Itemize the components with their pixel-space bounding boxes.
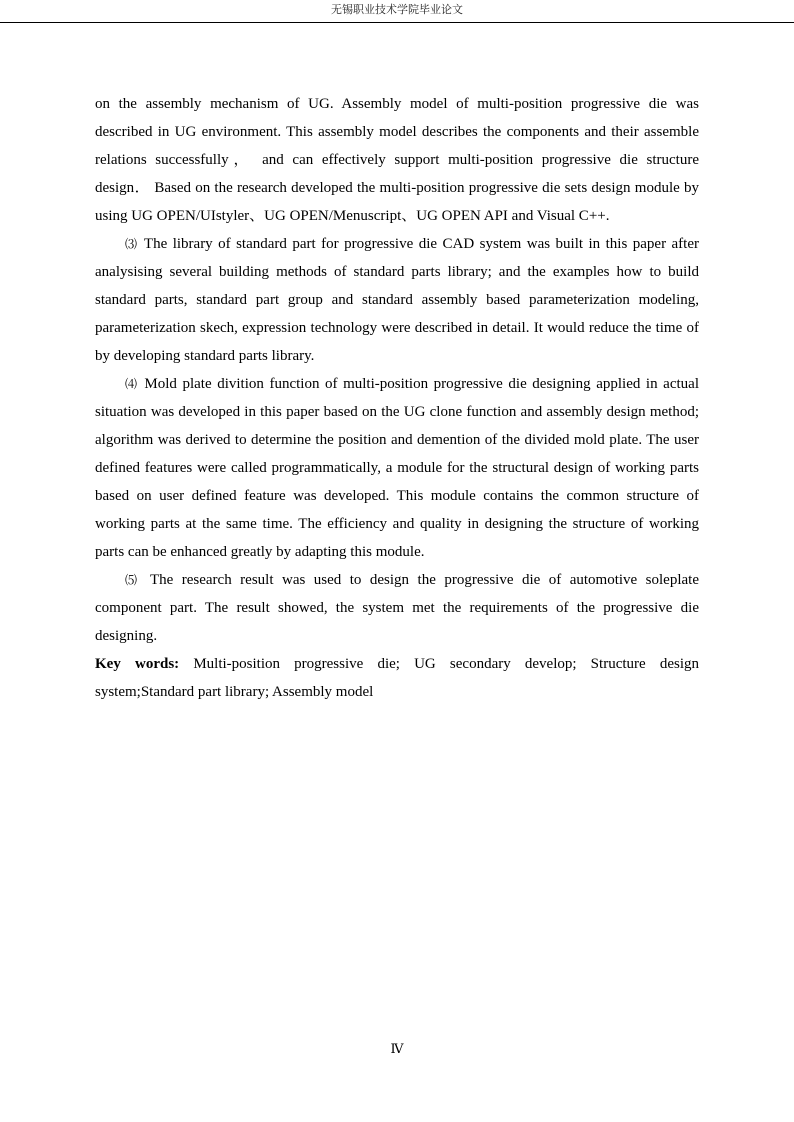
item-number: ⑶ [125, 237, 139, 251]
item-number: ⑷ [125, 377, 139, 391]
paragraph-text: on the assembly mechanism of UG. Assembly model of multi-position progressive die was described in UG environment. This assembly model describes the components and their assemble relations successfully， and can effectively support multi-position progressive die structure design． Based on the research developed the multi-position progressive die sets design module by using UG OPEN/UIstyler、UG OPEN/Menuscript、UG OPEN API and Visual C++. [95, 96, 699, 224]
page-number [0, 1042, 794, 1057]
paragraph-item-3 [95, 230, 699, 370]
keywords-label: Key words: [95, 656, 180, 672]
paragraph-item-4 [95, 370, 699, 566]
keywords-paragraph [95, 650, 699, 706]
abstract-body [95, 90, 699, 706]
paragraph-item-5 [95, 566, 699, 650]
page-header [0, 0, 794, 23]
paragraph-text: Mold plate divition function of multi-position progressive die designing applied in actual situation was developed in this paper based on the UG clone function and assembly design method; algorithm was derived to determine the position and demention of the divided mold plate. The user defined features were called programmatically, a module for the structural design of working parts based on user defined feature was developed. This module contains the common structure of working parts at the same time. The efficiency and quality in designing the structure of working parts can be enhanced greatly by adapting this module. [95, 376, 699, 560]
keywords-text: Multi-position progressive die; UG secondary develop; Structure design system;Standard part library; Assembly model [95, 656, 699, 700]
paragraph-continued [95, 90, 699, 230]
page-number-text: Ⅳ [390, 1042, 404, 1057]
paragraph-text: The library of standard part for progressive die CAD system was built in this paper after analysising several building methods of standard parts library; and the examples how to build standard parts, standard part group and standard assembly based parameterization modeling, parameterization skech, expression technology were described in detail. It would reduce the time of by developing standard parts library. [95, 236, 699, 364]
header-title: 无锡职业技术学院毕业论文 [331, 3, 463, 16]
item-number: ⑸ [125, 573, 142, 587]
paragraph-text: The research result was used to design the progressive die of automotive soleplate component part. The result showed, the system met the requirements of the progressive die designing. [95, 572, 699, 644]
